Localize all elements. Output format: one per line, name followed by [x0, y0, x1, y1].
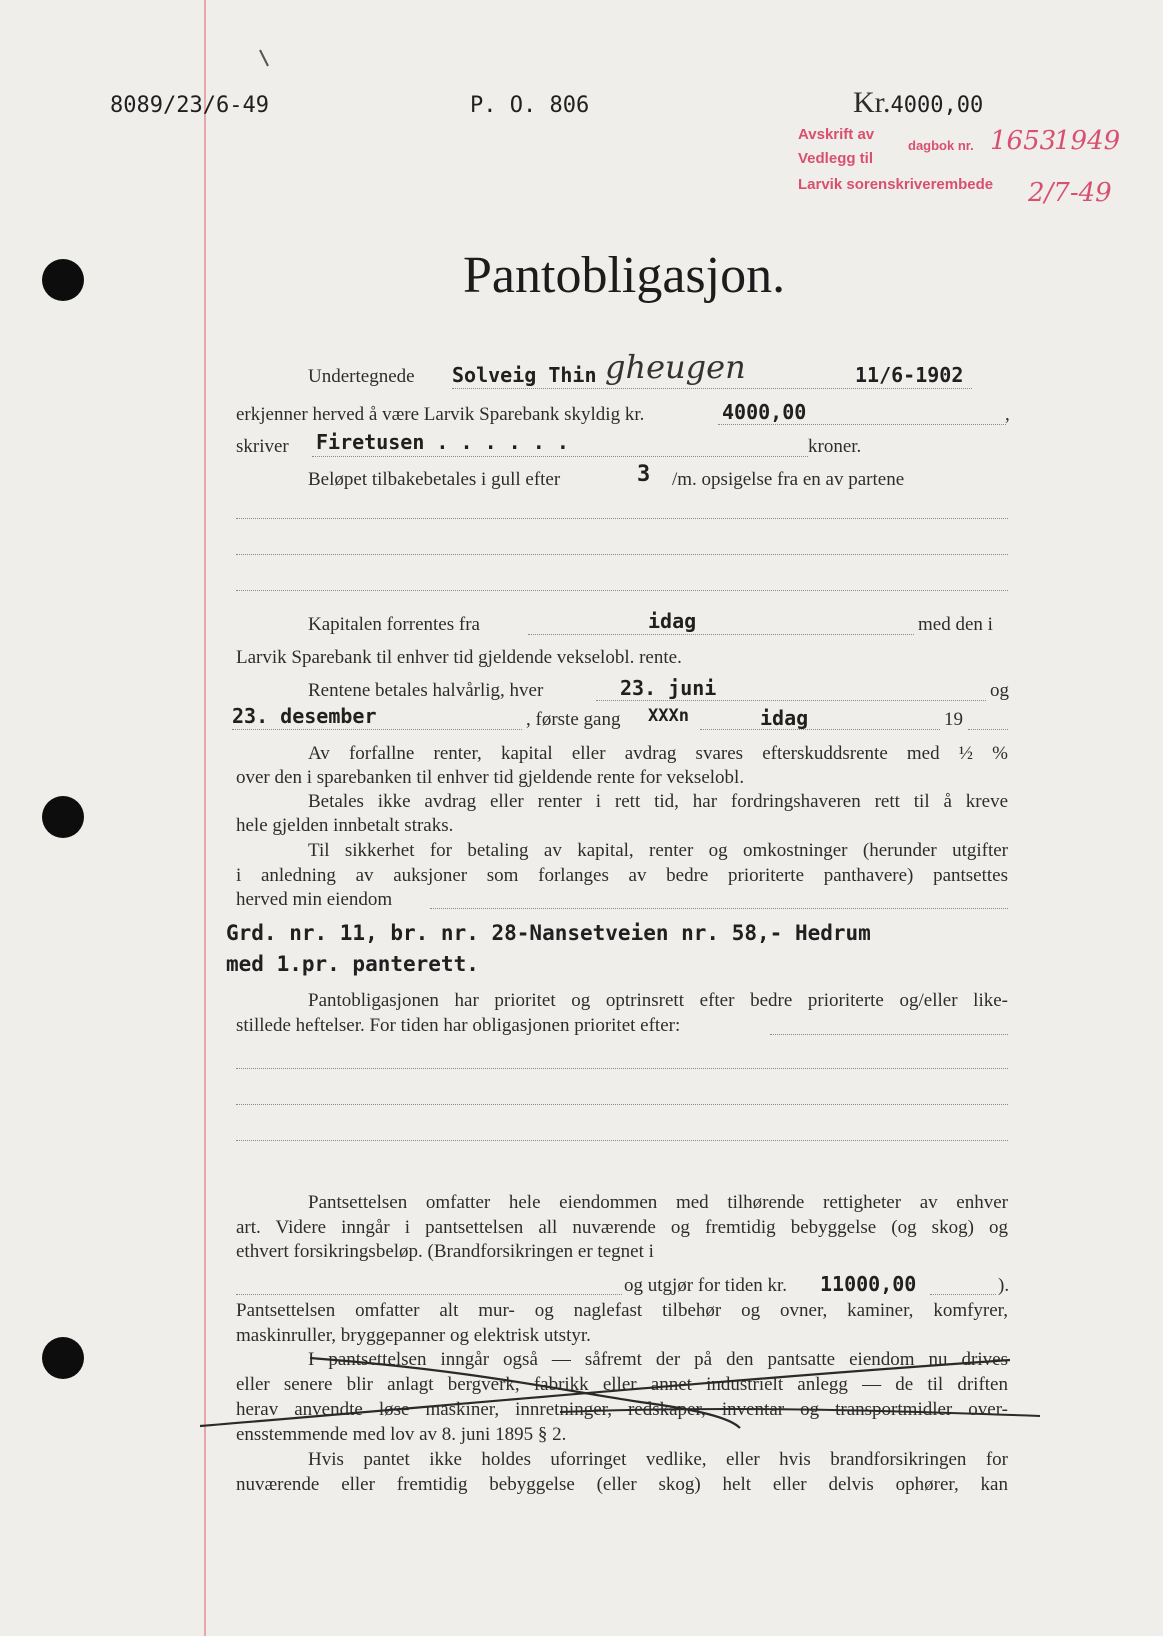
struck-line2: eller senere blir anlagt bergverk, fabrikk eller annet industrielt anlegg — de til driften [236, 1374, 1008, 1395]
debt-amount: 4000,00 [722, 400, 807, 424]
belopet-label: Beløpet tilbakebetales i gull efter [308, 469, 561, 490]
stamp-line3: Larvik sorenskriverembede [798, 176, 994, 193]
first-payment-date: idag [760, 706, 809, 730]
stamp-line1b: dagbok nr. [908, 138, 974, 153]
interest-date-1: 23. juni [620, 676, 717, 700]
alt-line2: maskinruller, bryggepanner og elektrisk utstyr. [236, 1325, 591, 1346]
close-paren: ). [998, 1275, 1010, 1296]
rentene-label: Rentene betales halvårlig, hver [308, 680, 544, 701]
strike-stroke [560, 1409, 1040, 1416]
betales-line1: Betales ikke avdrag eller renter i rett tid, har fordringshaveren rett til å kreve [308, 791, 1008, 812]
undertegnede-label: Undertegnede [308, 366, 415, 387]
omfatter-line3: ethvert forsikringsbeløp. (Brandforsikringen er tegnet i [236, 1241, 654, 1262]
property-line2: med 1.pr. panterett. [226, 952, 479, 976]
stamp-line1: Avskrift av [798, 126, 875, 143]
amount-value: 4000,00 [890, 93, 984, 118]
reference-number: 8089/23/6-49 [110, 93, 269, 118]
struck-typed: XXXn [648, 706, 689, 726]
birth-date: 11/6-1902 [855, 363, 964, 387]
pen-mark [260, 50, 268, 66]
kroner-label: kroner. [808, 436, 862, 457]
prioritet-line2: stillede heftelser. For tiden har obligasjonen prioritet efter: [236, 1015, 681, 1036]
strike-stroke [310, 1358, 740, 1428]
po-number: P. O. 806 [470, 93, 590, 118]
interest-from: idag [648, 609, 697, 633]
stamp-year: 1949 [1054, 126, 1121, 156]
erkjenner-label: erkjenner herved å være Larvik Sparebank skyldig kr. [236, 404, 645, 425]
rate-line: Larvik Sparebank til enhver tid gjeldende vekselobl. rente. [236, 647, 682, 668]
struck-line1: I pantsettelsen inngår også — såfremt der på den pantsatte eiendom nu drives [308, 1349, 1008, 1370]
forste-label: , første gang [526, 709, 621, 730]
document-title: Pantobligasjon. [463, 247, 786, 304]
kapitalen-label: Kapitalen forrentes fra [308, 614, 480, 635]
stamp-number: 1653 [990, 126, 1057, 156]
sikkerhet-line3: herved min eiendom [236, 889, 393, 910]
amount-in-words: Firetusen . . . . . . [316, 430, 569, 454]
stamp-date: 2/7-49 [1028, 178, 1112, 208]
sikkerhet-line1: Til sikkerhet for betaling av kapital, renter og omkostninger (herunder utgifter [308, 840, 1008, 861]
og-label: og [990, 680, 1009, 701]
prioritet-line1: Pantobligasjonen har prioritet og optrinsrett efter bedre prioriterte og/eller like- [308, 990, 1008, 1011]
utgjor-label: og utgjør for tiden kr. [624, 1275, 788, 1296]
forfallne-line2: over den i sparebanken til enhver tid gjeldende rente for vekselobl. [236, 767, 745, 788]
omfatter-line2: art. Videre inngår i pantsettelsen all nuværende og fremtidig bebyggelse (og skog) og [236, 1217, 1008, 1238]
strike-stroke [200, 1360, 1010, 1426]
debtor-name: Solveig Thin [452, 363, 597, 387]
hvis-line2: nuværende eller fremtidig bebyggelse (eller skog) helt eller delvis ophører, kan [236, 1474, 1008, 1495]
comma: , [1005, 404, 1010, 425]
interest-date-2: 23. desember [232, 704, 377, 728]
debtor-name-handwritten: gheugen [605, 348, 746, 386]
forfallne-line1: Av forfallne renter, kapital eller avdrag svares efterskuddsrente med ½ % [308, 743, 1008, 764]
omfatter-line1: Pantsettelsen omfatter hele eiendommen med tilhørende rettigheter av enhver [308, 1192, 1008, 1213]
property-line1: Grd. nr. 11, br. nr. 28-Nansetveien nr. 58,- Hedrum [226, 921, 871, 945]
year-prefix: 19 [944, 709, 963, 730]
amount-prefix: Kr. [853, 86, 891, 119]
struck-line3: herav anvendte løse maskiner, innretninger, redskaper, inventar og transportmidler over- [236, 1399, 1008, 1420]
stamp-line2: Vedlegg til [798, 150, 874, 167]
sikkerhet-line2: i anledning av auksjoner som forlanges av bedre prioriterte panthavere) pantsettes [236, 865, 1008, 886]
belopet-suffix: /m. opsigelse fra en av partene [672, 469, 905, 490]
struck-line4: ensstemmende med lov av 8. juni 1895 § 2. [236, 1424, 567, 1445]
insurance-amount: 11000,00 [820, 1272, 917, 1296]
skriver-label: skriver [236, 436, 289, 457]
notice-months: 3 [637, 462, 651, 487]
alt-line1: Pantsettelsen omfatter alt mur- og naglefast tilbehør og ovner, kaminer, komfyrer, [236, 1300, 1008, 1321]
med-den-label: med den i [918, 614, 993, 635]
betales-line2: hele gjelden innbetalt straks. [236, 815, 454, 836]
hvis-line1: Hvis pantet ikke holdes uforringet vedlike, eller hvis brandforsikringen for [308, 1449, 1008, 1470]
